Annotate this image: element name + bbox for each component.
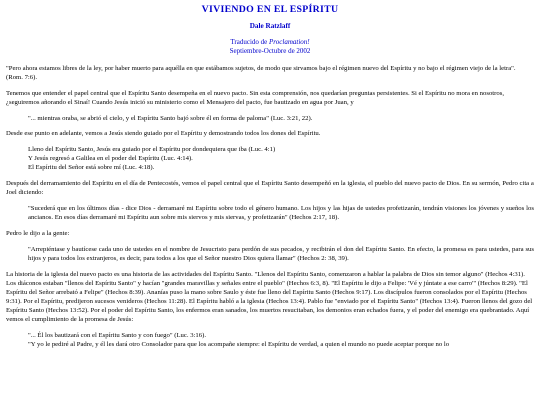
article-meta — [6, 38, 534, 57]
verse-line: El Espíritu del Señor está sobre mí (Luc. 4:18). — [28, 164, 155, 172]
translation-prefix: Traducido de — [230, 37, 270, 46]
page-title: VIVIENDO EN EL ESPÍRITU — [201, 4, 339, 15]
paragraph-4: Después del derramamiento del Espíritu en el día de Pentecostés, vemos el papel central que el Espíritu Santo desempeñó en la iglesia, el pueblo del nuevo pacto de Dios. En su sermón, Pedro cita a Joel diciendo: — [6, 180, 534, 197]
quote-1: "... mientras oraba, se abrió el cielo, y el Espíritu Santo bajó sobre él en forma de paloma" (Luc. 3:21, 22). — [28, 114, 313, 122]
verse-line: "Y yo le pediré al Padre, y él les dará otro Consolador para que los acompañe siempre: el Espíritu de verdad, a quien el mundo no puede aceptar porque no lo — [28, 340, 450, 348]
verse-list-2 — [28, 332, 534, 350]
paragraph-5: Pedro le dijo a la gente: — [6, 230, 70, 238]
paragraph-1: "Pero ahora estamos libres de la ley, por haber muerto para aquélla en que estábamos sujetos, de modo que sirvamos bajo el régimen nuevo del Espíritu y no bajo el régimen viejo de la letra". (Rom. 7:6). — [6, 64, 516, 81]
quote-2: "Sucederá que en los últimos días - dice Dios - derramaré mi Espíritu sobre todo el género humano. Los hijos y las hijas de ustedes profetizarán, tendrán visiones los jóvenes y sueños los ancianos. En esos días derramaré mi Espíritu aun sobre mis siervos y mis siervas, y profetizarán" (Hechos 2:17, 18). — [28, 205, 534, 222]
paragraph-3: Desde ese punto en adelante, vemos a Jesús siendo guiado por el Espíritu y demostrando todos los dones del Espíritu. — [6, 130, 321, 138]
quote-3: "Arrepiéntase y bautícese cada uno de ustedes en el nombre de Jesucristo para perdón de sus pecados, y recibirán el don del Espíritu Santo. En efecto, la promesa es para ustedes, para sus hijos y para todos los extranjeros, es decir, para todos a los que el Señor nuestro Dios quiera llamar" (Hechos 2: 38, 39). — [28, 246, 534, 263]
paragraph-6: La historia de la iglesia del nuevo pacto es una historia de las actividades del Espíritu Santo. "Llenos del Espíritu Santo, comenzaron a hablar la palabra de Dios sin temor alguno" (Hechos 4:31). Los diáconos estaban "llenos del Espíritu Santo" y hacían "grandes maravillas y señales entre el pueblo" (Hechos 6:3, 8). "El Espíritu le dijo a Felipe: 'Vé y júntate a ese carro'" (Hechos 8:29). "El Espíritu del Señor arrebató a Felipe" (Hechos 8:39). Ananías puso la mano sobre Saulo y éste fue lleno del Espíritu Santo (Hechos 9:17). Los discípulos fueron consolados por el Espíritu (Hechos 9:31). Por el Espíritu, predijeron sucesos venideros (Hechos 11:28). El Espíritu habló a la iglesia (Hechos 13:4). Pablo fue "enviado por el Espíritu Santo" (Hechos 13:4). Fueron llenos del gozo del Espíritu Santo (Hechos 13:52). Por el poder del Espíritu Santo, los enfermos eran sanados, los muertos resucitaban, los demonios eran echados fuera, y el poder del enemigo era quebrantado. Aquí vemos el cumplimiento de la promesa de Jesús: — [6, 271, 533, 323]
verse-list-1 — [28, 146, 534, 173]
issue-date: Septiembre-Octubre de 2002 — [229, 47, 311, 56]
source-publication: Proclamation! — [269, 37, 310, 46]
verse-line: Y Jesús regresó a Galilea en el poder del Espíritu (Luc. 4:14). — [28, 155, 193, 163]
verse-line: Lleno del Espíritu Santo, Jesús era guiado por el Espíritu por dondequiera que iba (Luc. 4:1) — [28, 146, 276, 154]
verse-line: "... Él los bautizará con el Espíritu Santo y con fuego" (Luc. 3:16). — [28, 331, 206, 339]
author-name: Dale Ratzlaff — [249, 22, 291, 31]
translation-line — [6, 38, 534, 47]
paragraph-2: Tenemos que entender el papel central que el Espíritu Santo desempeña en el nuevo pacto. Sin esta comprensión, nos quedarían preguntas persistentes. Si el Espíritu no mora en nosotros, ¿seguiremos añorando el Sinaí! Cuando Jesús inició su ministerio como el Mensajero del pacto, fue bautizado en agua por Juan, y — [6, 89, 504, 106]
